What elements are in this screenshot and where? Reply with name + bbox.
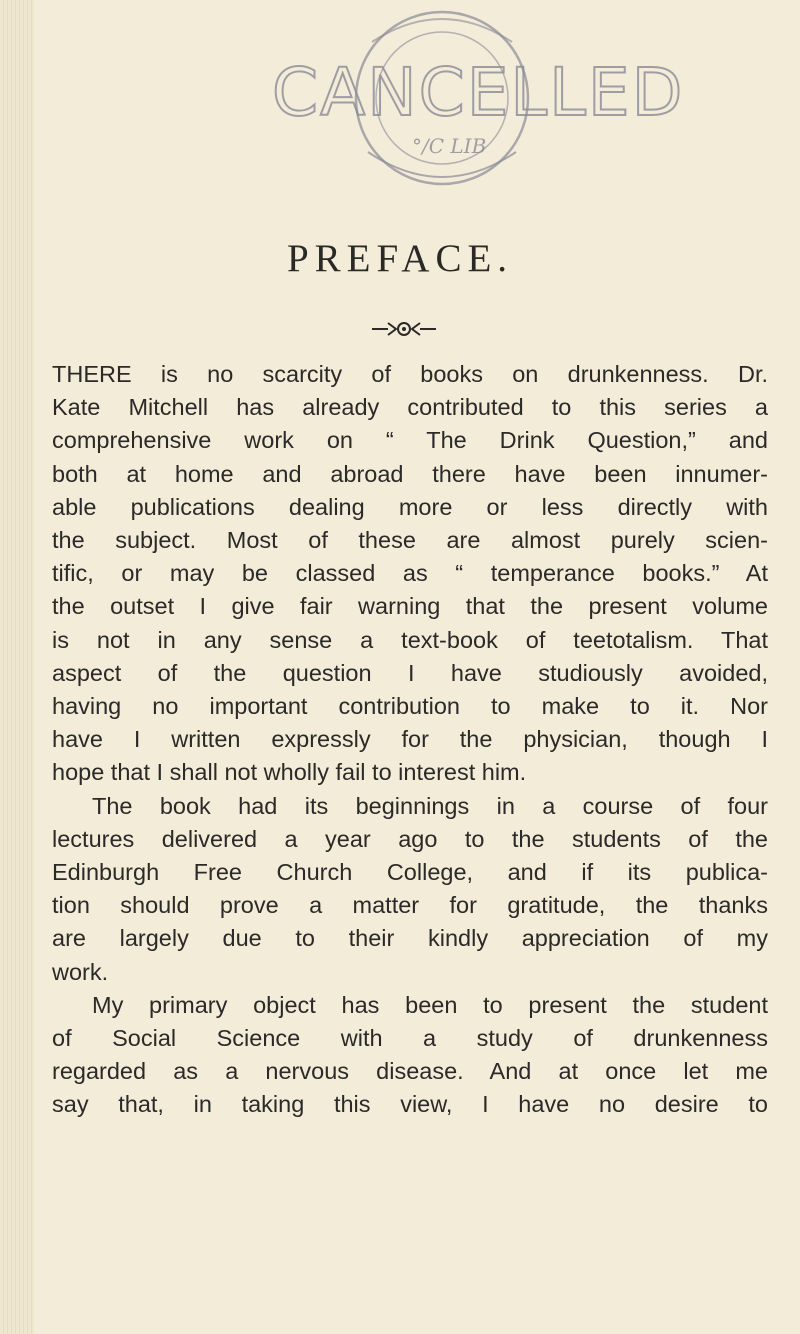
page-gutter	[0, 0, 34, 1334]
text-line: Kate Mitchell has already contributed to this series a	[52, 394, 768, 421]
text-line: work.	[52, 958, 109, 985]
text-line: having no important contribution to make to it. Nor	[52, 693, 768, 720]
paragraph-2	[52, 790, 768, 989]
text-line: are largely due to their kindly appreciation of my	[52, 925, 768, 952]
text-line: THERE is no scarcity of books on drunkenness. Dr.	[52, 361, 768, 387]
text-line: is not in any sense a text-book of teetotalism. That	[52, 626, 768, 653]
text-line: have I written expressly for the physician, though I	[52, 726, 768, 753]
text-line: aspect of the question I have studiously avoided,	[52, 659, 768, 686]
text-line: The book had its beginnings in a course of four	[92, 792, 768, 819]
text-line: able publications dealing more or less directly with	[52, 493, 768, 520]
text-line: hope that I shall not wholly fail to interest him.	[52, 759, 527, 786]
preface-body	[52, 358, 768, 1122]
text-line: comprehensive work on “ The Drink Question,” and	[52, 427, 768, 454]
page-title: PREFACE.	[286, 237, 514, 280]
text-line: the outset I give fair warning that the present volume	[52, 593, 768, 620]
cancelled-stamp	[272, 2, 685, 192]
text-line: tific, or may be classed as “ temperance books.” At	[52, 560, 768, 587]
ornament-divider-icon	[370, 318, 438, 340]
text-line: the subject. Most of these are almost purely scien-	[52, 527, 768, 554]
text-line: regarded as a nervous disease. And at once let me	[52, 1058, 768, 1085]
text-line: tion should prove a matter for gratitude, the thanks	[52, 892, 768, 919]
text-line: say that, in taking this view, I have no desire to	[52, 1091, 768, 1118]
stamp-word: CANCELLED	[272, 54, 685, 131]
text-line: both at home and abroad there have been innumer-	[52, 460, 768, 487]
paragraph-3	[52, 989, 768, 1122]
text-line: lectures delivered a year ago to the students of the	[52, 825, 768, 852]
text-line: My primary object has been to present the student	[92, 991, 768, 1018]
paragraph-1	[52, 358, 768, 790]
stamp-sub: °/C LIB	[412, 134, 487, 158]
text-line: of Social Science with a study of drunkenness	[52, 1025, 768, 1052]
text-line: Edinburgh Free Church College, and if its publica-	[52, 859, 768, 886]
